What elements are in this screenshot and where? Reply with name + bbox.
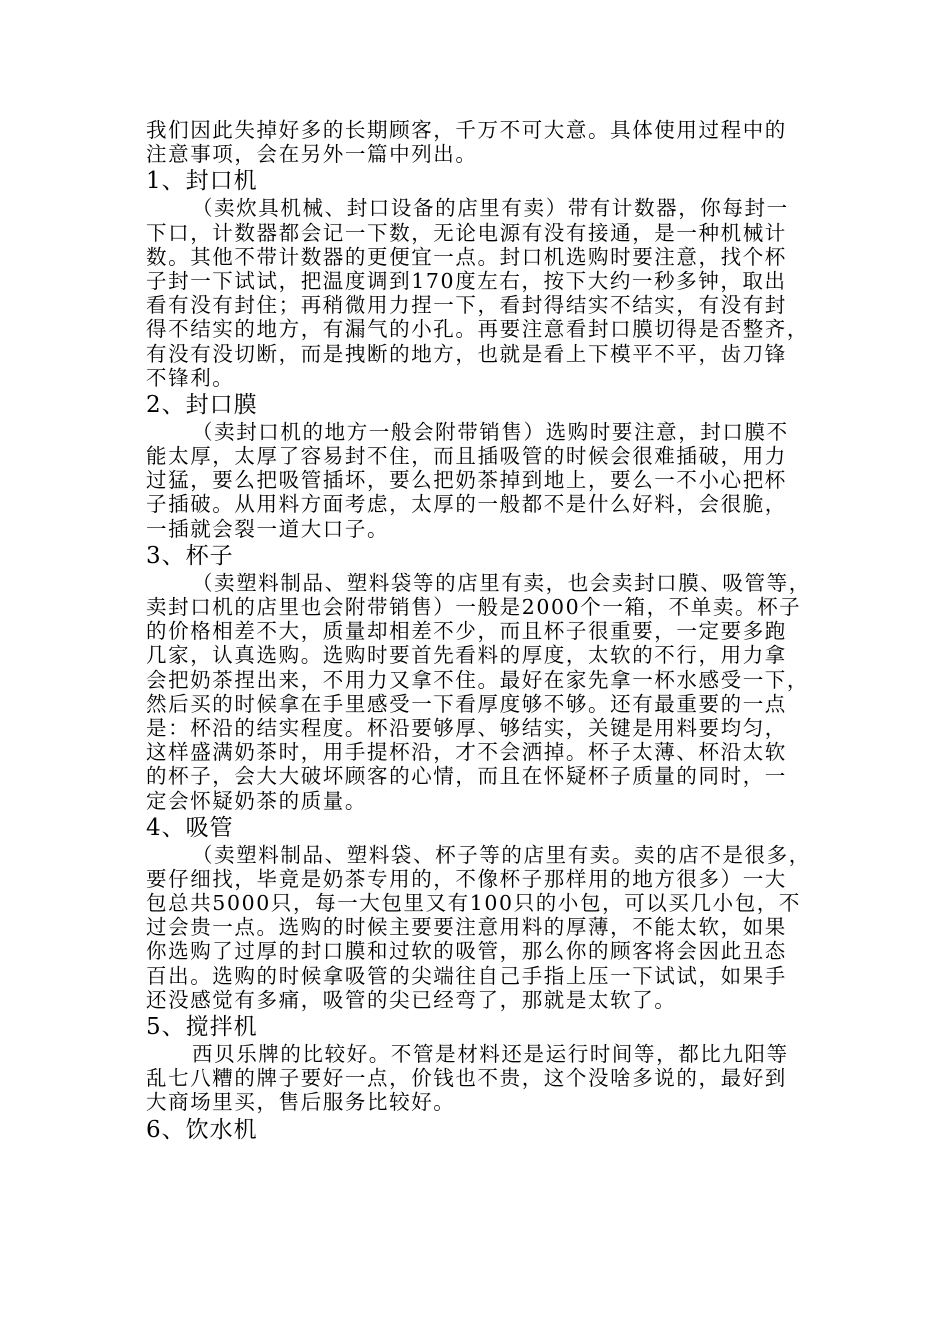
- paragraph-line: 然后买的时候拿在手里感受一下看厚度够不够。还有最重要的一点: [146, 691, 787, 716]
- section-heading: 5、搅拌机: [146, 1014, 258, 1040]
- paragraph-line: 百出。选购的时候拿吸管的尖端往自己手指上压一下试试，如果手: [146, 963, 787, 988]
- paragraph-line: 西贝乐牌的比较好。不管是材料还是运行时间等，都比九阳等: [192, 1042, 789, 1066]
- paragraph-line: 几家，认真选购。选购时要首先看料的厚度，太软的不行，用力拿: [146, 643, 787, 668]
- paragraph-line: 不锋利。: [146, 365, 235, 390]
- section-heading: 3、杯子: [146, 542, 234, 569]
- paragraph-line: 乱七八糟的牌子要好一点，价钱也不贵，这个没啥多说的，最好到: [146, 1066, 787, 1091]
- paragraph-line: 包总共5000只，每一大包里又有100只的小包，可以买几小包，不: [146, 891, 801, 916]
- paragraph-line: 的杯子，会大大破坏顾客的心情，而且在怀疑杯子质量的同时，一: [146, 764, 787, 789]
- paragraph-line: 数。其他不带计数器的更便宜一点。封口机选购时要注意，找个杯: [146, 244, 787, 269]
- section-heading: 2、封口膜: [146, 391, 258, 418]
- paragraph-line: 一插就会裂一道大口子。: [146, 516, 390, 541]
- paragraph-line: 是：杯沿的结实程度。杯沿要够厚、够结实，关键是用料要均匀，: [146, 715, 787, 740]
- paragraph-line: 有没有没切断，而是拽断的地方，也就是看上下模平不平，齿刀锋: [146, 341, 787, 366]
- paragraph-line: （卖封口机的地方一般会附带销售）选购时要注意，封口膜不: [192, 419, 789, 444]
- intro-line: 注意事项，会在另外一篇中列出。: [146, 142, 478, 167]
- paragraph-line: 子封一下试试，把温度调到170度左右，按下大约一秒多钟，取出: [146, 268, 787, 293]
- paragraph-line: 还没感觉有多痛，吸管的尖已经弯了，那就是太软了。: [146, 987, 677, 1012]
- document-page: [146, 118, 826, 1145]
- section-heading: 1、封口机: [146, 168, 258, 195]
- paragraph-line: （卖塑料制品、塑料袋、杯子等的店里有卖。卖的店不是很多，: [192, 842, 811, 867]
- paragraph-line: 这样盛满奶茶时，用手提杯沿，才不会洒掉。杯子太薄、杯沿太软: [146, 740, 787, 765]
- paragraph-line: 子插破。从用料方面考虑，太厚的一般都不是什么好料，会很脆，: [146, 492, 787, 517]
- intro-line: 我们因此失掉好多的长期顾客，千万不可大意。具体使用过程中的: [146, 118, 787, 142]
- paragraph-line: 过猛，要么把吸管插坏，要么把奶茶掉到地上，要么一不小心把杯: [146, 468, 787, 493]
- paragraph-line: 能太厚，太厚了容易封不住，而且插吸管的时候会很难插破，用力: [146, 444, 787, 469]
- paragraph-line: 看有没有封住；再稍微用力捏一下，看封得结实不结实，有没有封: [146, 293, 787, 318]
- paragraph-line: 会把奶茶捏出来，不用力又拿不住。最好在家先拿一杯水感受一下，: [146, 667, 809, 692]
- paragraph-line: （卖炊具机械、封口设备的店里有卖）带有计数器，你每封一: [192, 196, 789, 221]
- paragraph-line: 大商场里买，售后服务比较好。: [146, 1090, 456, 1115]
- section-heading: 4、吸管: [146, 814, 234, 841]
- paragraph-line: 的价格相差不大，质量却相差不少，而且杯子很重要，一定要多跑: [146, 619, 787, 644]
- paragraph-line: 要仔细找，毕竟是奶茶专用的，不像杯子那样用的地方很多）一大: [146, 866, 787, 891]
- paragraph-line: （卖塑料制品、塑料袋等的店里有卖，也会卖封口膜、吸管等，: [192, 570, 811, 595]
- paragraph-line: 得不结实的地方，有漏气的小孔。再要注意看封口膜切得是否整齐，: [146, 317, 809, 342]
- paragraph-line: 你选购了过厚的封口膜和过软的吸管，那么你的顾客将会因此丑态: [146, 939, 787, 964]
- paragraph-line: 卖封口机的店里也会附带销售）一般是2000个一箱，不单卖。杯子: [146, 595, 802, 619]
- section-heading: 6、饮水机: [146, 1116, 258, 1143]
- paragraph-line: 下口，计数器都会记一下数，无论电源有没有接通，是一种机械计: [146, 220, 787, 245]
- paragraph-line: 过会贵一点。选购的时候主要要注意用料的厚薄，不能太软，如果: [146, 915, 787, 940]
- paragraph-line: 定会怀疑奶茶的质量。: [146, 788, 367, 813]
